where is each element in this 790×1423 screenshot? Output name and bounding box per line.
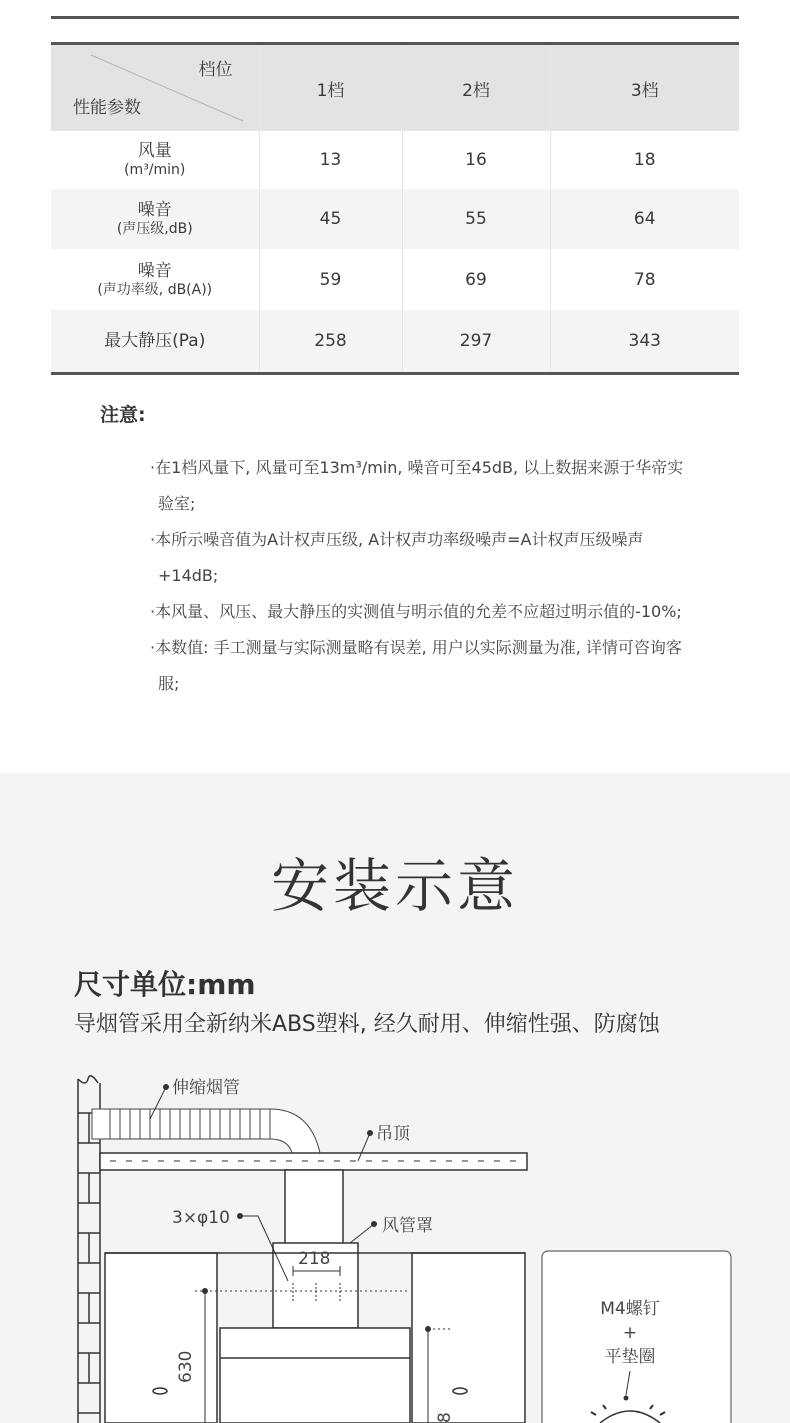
param-unit: (声压级,dB) [116,221,193,237]
screw-dot [624,1396,629,1401]
corner-bottom-label: 性能参数 [73,98,141,118]
gear-header: 3档 [550,44,739,132]
corner-top-label: 档位 [198,60,233,80]
installation-diagram [0,1073,790,1423]
flexible-duct [92,1109,320,1153]
notes-title: 注意: [100,404,146,426]
top-divider [51,16,739,19]
table-row [51,189,739,249]
note-item: ·本风量、风压、最大静压的实测值与明示值的允差不应超过明示值的-10%; [150,602,682,621]
gear-header: 2档 [402,44,550,132]
param-cell [51,189,259,249]
screw-detail-box [542,1251,731,1423]
param-unit: (m³/min) [124,162,186,178]
value-cell: 64 [550,189,739,249]
param-cell [51,249,259,310]
ceiling-label: 吊顶 [376,1124,410,1144]
value-cell: 13 [259,131,402,189]
table-row [51,131,739,189]
gear-header: 1档 [259,44,402,132]
install-title: 安装示意 [270,852,519,920]
spec-table [51,42,739,375]
install-section [0,773,790,1423]
plus-sign: + [622,1323,638,1343]
value-cell: 55 [402,189,550,249]
value-cell: 18 [550,131,739,189]
unit-label: 尺寸单位:mm [74,968,256,1001]
param-name: 风量 [137,141,172,161]
value-cell: 16 [402,131,550,189]
table-corner-cell [51,44,259,132]
param-name: 噪音 [137,200,172,220]
duct-label: 伸缩烟管 [172,1078,240,1098]
table-row [51,249,739,310]
notes-list [150,450,690,702]
hood-body [105,1170,525,1423]
value-cell: 59 [259,249,402,310]
value-cell: 45 [259,189,402,249]
table-header-row [51,44,739,132]
holes-label: 3×φ10 [172,1208,230,1228]
value-cell: 297 [402,310,550,374]
ceiling-board [100,1153,527,1170]
value-cell: 258 [259,310,402,374]
note-item: ·在1档风量下, 风量可至13m³/min, 噪音可至45dB, 以上数据来源于华帝实验室; [150,458,684,513]
param-unit: (声功率级, dB(A)) [97,281,213,298]
param-cell [51,131,259,189]
table-row [51,310,739,374]
height-dimension: 630 [176,1350,196,1383]
note-item: ·本所示噪音值为A计权声压级, A计权声功率级噪声=A计权声压级噪声+14dB; [150,530,644,585]
param-name: 最大静压(Pa) [104,331,206,351]
note-item: ·本数值: 手工测量与实际测量略有误差, 用户以实际测量为准, 详情可咨询客服; [150,638,682,693]
value-cell: 69 [402,249,550,310]
value-cell: 78 [550,249,739,310]
material-description: 导烟管采用全新纳米ABS塑料, 经久耐用、伸缩性强、防腐蚀 [74,1012,660,1037]
param-cell [51,310,259,374]
partial-dimension: 8 [435,1412,455,1423]
cover-label: 风管罩 [382,1216,433,1236]
washer-label: 平垫圈 [604,1347,656,1367]
width-dimension: 218 [298,1249,331,1269]
value-cell: 343 [550,310,739,374]
param-name: 噪音 [137,260,172,281]
screw-label: M4螺钉 [600,1299,660,1319]
